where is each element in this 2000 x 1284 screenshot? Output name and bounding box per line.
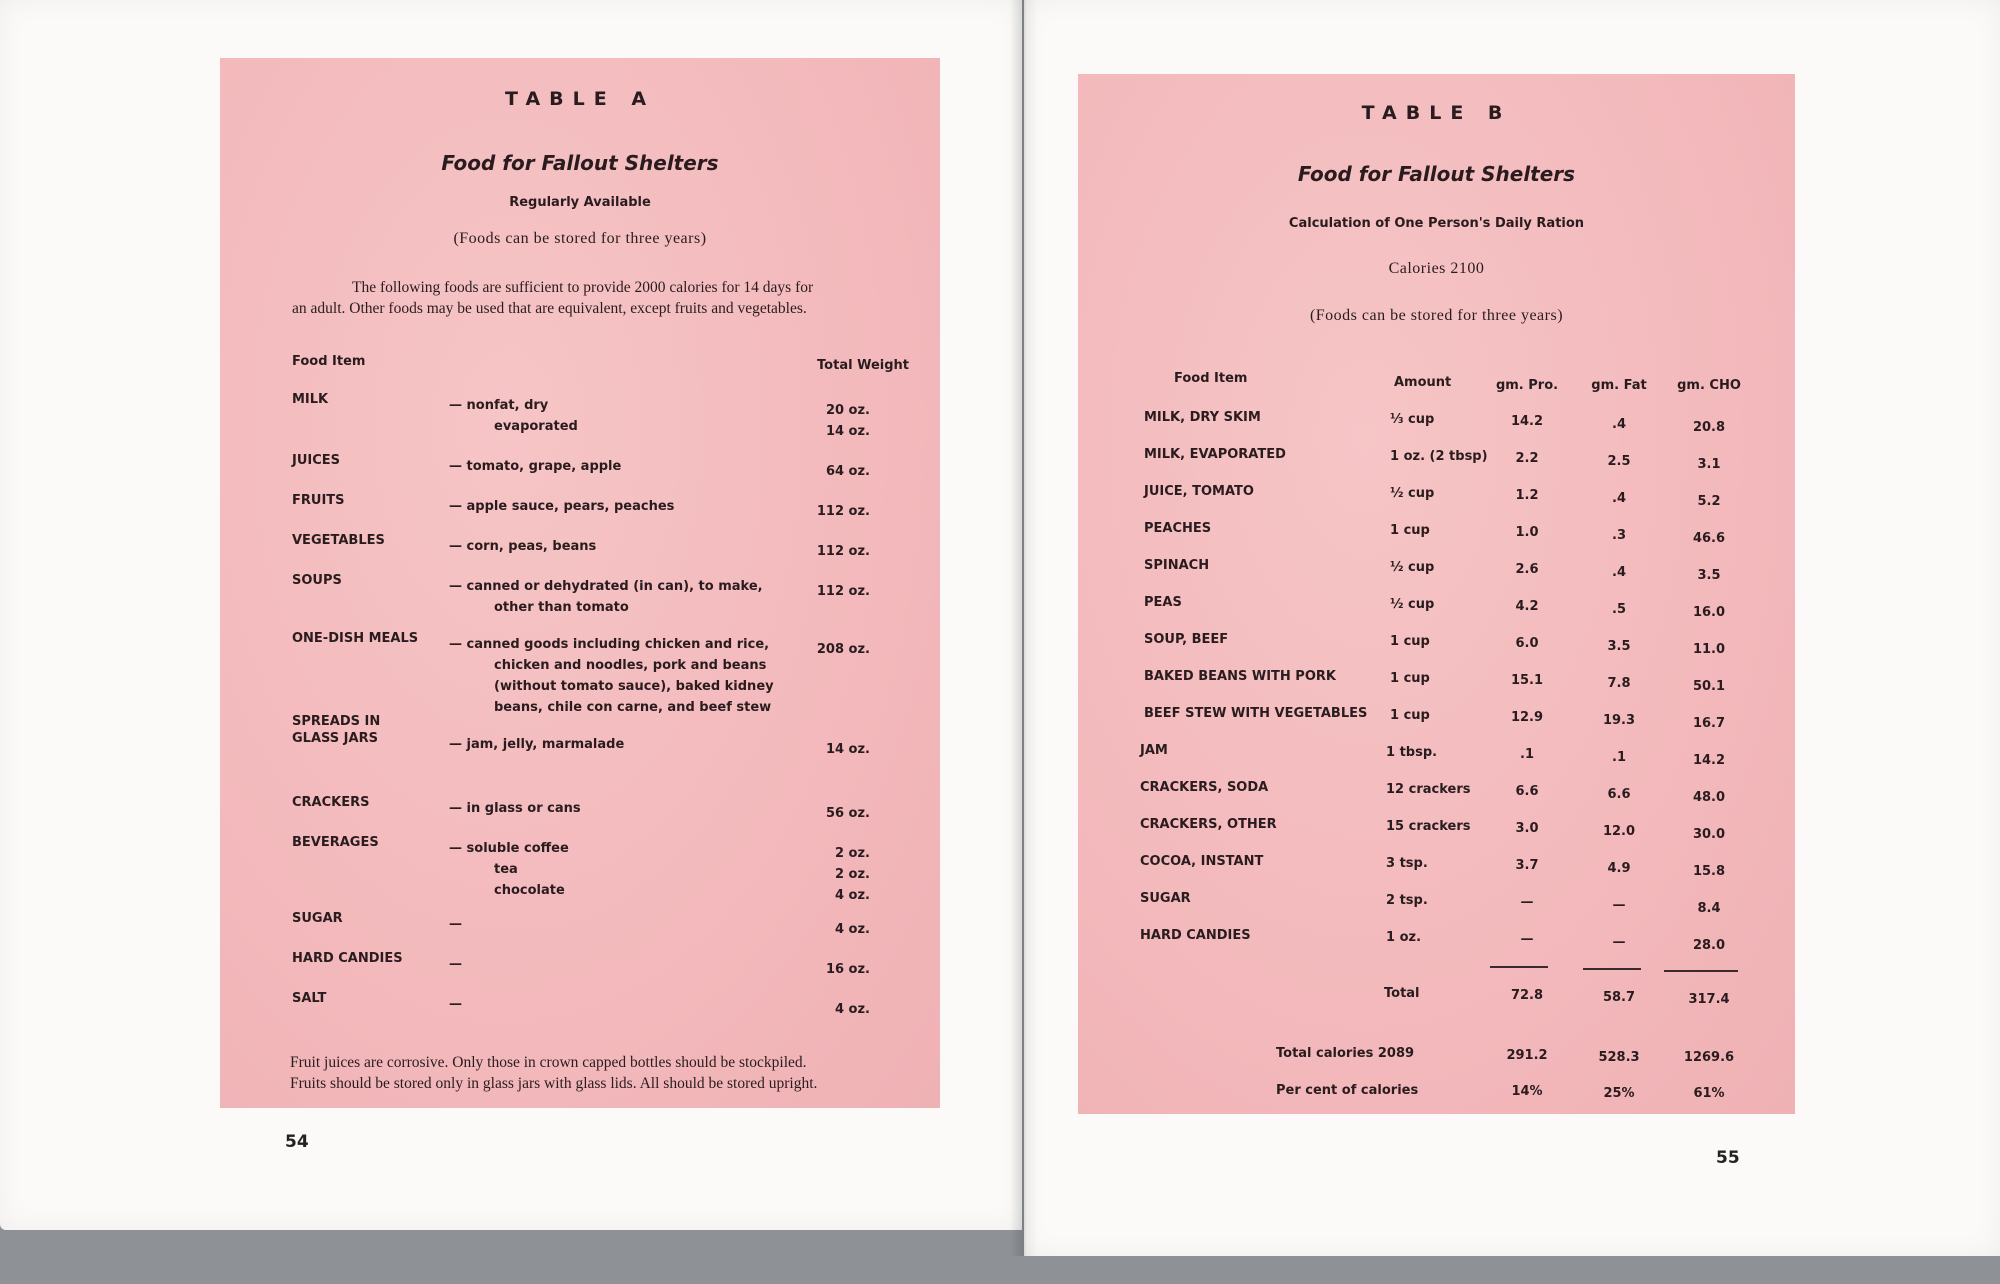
ration-amount: 15 crackers xyxy=(1386,819,1471,834)
ration-amount: ½ cup xyxy=(1390,597,1435,612)
food-item-name: MILK xyxy=(292,392,329,407)
ration-pro-value: 6.0 xyxy=(1515,636,1539,651)
ration-amount: ½ cup xyxy=(1390,560,1435,575)
table-b-panel xyxy=(1078,74,1795,1114)
food-item-description: other than tomato xyxy=(494,600,629,615)
food-item-description: — canned goods including chicken and rice, xyxy=(449,637,770,652)
food-item-weight: 64 oz. xyxy=(825,464,870,479)
ration-cho-value: 3.1 xyxy=(1697,457,1721,472)
ration-pro-value: 2.2 xyxy=(1515,451,1539,466)
food-item-description: beans, chile con carne, and beef stew xyxy=(494,700,772,715)
food-item-description: — tomato, grape, apple xyxy=(449,459,622,474)
food-item-description: — xyxy=(449,917,462,932)
food-item-weight: 112 oz. xyxy=(816,544,870,559)
total-pro: 72.8 xyxy=(1510,988,1544,1003)
page-number-left: 54 xyxy=(285,1132,309,1152)
column-header-amount: Amount xyxy=(1394,375,1452,390)
ration-cho-value: 5.2 xyxy=(1697,494,1721,509)
book-gutter xyxy=(1010,0,1038,1256)
ration-cho-value: 28.0 xyxy=(1692,938,1726,953)
ration-amount: 1 oz. (2 tbsp) xyxy=(1390,449,1488,464)
food-item-weight: 4 oz. xyxy=(834,1002,870,1017)
ration-pro-value: 1.2 xyxy=(1515,488,1539,503)
food-item-weight: 4 oz. xyxy=(834,888,870,903)
ration-cho-value: 30.0 xyxy=(1692,827,1726,842)
food-item-description: — jam, jelly, marmalade xyxy=(449,737,625,752)
ration-cho-value: 11.0 xyxy=(1692,642,1726,657)
total-underline xyxy=(1664,970,1738,972)
ration-amount: 1 cup xyxy=(1390,523,1430,538)
food-item-weight: 112 oz. xyxy=(816,504,870,519)
ration-amount: 1 cup xyxy=(1390,671,1430,686)
food-item-description: — xyxy=(449,957,462,972)
ration-food-item: MILK, EVAPORATED xyxy=(1144,447,1286,462)
ration-cho-value: 50.1 xyxy=(1692,679,1726,694)
ration-pro-value: — xyxy=(1520,932,1534,947)
ration-food-item: CRACKERS, SODA xyxy=(1140,780,1269,795)
food-item-weight: 4 oz. xyxy=(834,922,870,937)
ration-cho-value: 16.7 xyxy=(1692,716,1726,731)
ration-fat-value: .5 xyxy=(1612,602,1626,617)
ration-cho-value: 14.2 xyxy=(1692,753,1726,768)
ration-fat-value: 3.5 xyxy=(1607,639,1631,654)
column-header-gm-cho: gm. CHO xyxy=(1677,378,1741,393)
food-item-weight: 14 oz. xyxy=(825,742,870,757)
food-item-description: — corn, peas, beans xyxy=(449,539,597,554)
table-a-label: TABLE A xyxy=(504,88,656,110)
ration-cho-value: 8.4 xyxy=(1697,901,1721,916)
table-b-subtitle: Calculation of One Person's Daily Ration xyxy=(1288,216,1585,231)
food-item-description: — canned or dehydrated (in can), to make, xyxy=(449,579,763,594)
ration-fat-value: .4 xyxy=(1612,565,1626,580)
ration-pro-value: 3.0 xyxy=(1515,821,1539,836)
ration-food-item: HARD CANDIES xyxy=(1140,928,1251,943)
page-number-right: 55 xyxy=(1716,1148,1740,1168)
food-item-description: chocolate xyxy=(494,883,565,898)
table-a-intro-line-1: The following foods are sufficient to provide 2000 calories for 14 days for xyxy=(352,279,814,296)
table-a-footnote-line-2: Fruits should be stored only in glass jars with glass lids. All should be stored upright. xyxy=(290,1075,818,1092)
ration-fat-value: 4.9 xyxy=(1607,861,1631,876)
total-underline xyxy=(1583,968,1641,970)
ration-amount: 1 cup xyxy=(1390,634,1430,649)
food-item-weight: 14 oz. xyxy=(825,424,870,439)
table-a-panel xyxy=(220,58,940,1108)
percent-pro: 14% xyxy=(1511,1084,1543,1099)
ration-pro-value: 6.6 xyxy=(1515,784,1539,799)
table-a-intro-line-2: an adult. Other foods may be used that are equivalent, except fruits and vegetables. xyxy=(292,300,807,317)
ration-amount: 3 tsp. xyxy=(1386,856,1428,871)
ration-fat-value: .1 xyxy=(1612,750,1626,765)
percent-cho: 61% xyxy=(1693,1086,1725,1101)
ration-fat-value: .3 xyxy=(1612,528,1626,543)
food-item-weight: 2 oz. xyxy=(834,867,870,882)
ration-pro-value: 3.7 xyxy=(1515,858,1539,873)
total-calories-fat: 528.3 xyxy=(1598,1050,1640,1065)
ration-food-item: BEEF STEW WITH VEGETABLES xyxy=(1144,706,1368,721)
table-a-footnote-line-1: Fruit juices are corrosive. Only those in crown capped bottles should be stockpiled. xyxy=(290,1054,807,1071)
food-item-description: chicken and noodles, pork and beans xyxy=(494,658,767,673)
food-item-weight: 20 oz. xyxy=(825,403,870,418)
ration-pro-value: 12.9 xyxy=(1510,710,1544,725)
ration-food-item: PEAS xyxy=(1144,595,1182,610)
food-item-weight: 2 oz. xyxy=(834,846,870,861)
ration-pro-value: 1.0 xyxy=(1515,525,1539,540)
ration-food-item: JUICE, TOMATO xyxy=(1144,484,1254,499)
ration-cho-value: 3.5 xyxy=(1697,568,1721,583)
food-item-name: FRUITS xyxy=(292,493,345,508)
ration-cho-value: 48.0 xyxy=(1692,790,1726,805)
ration-fat-value: 12.0 xyxy=(1602,824,1636,839)
ration-pro-value: 15.1 xyxy=(1510,673,1544,688)
column-header-food-item: Food Item xyxy=(1174,371,1248,386)
total-calories-pro: 291.2 xyxy=(1506,1048,1548,1063)
ration-food-item: SUGAR xyxy=(1140,891,1191,906)
total-underline xyxy=(1490,966,1548,968)
food-item-name: SOUPS xyxy=(292,573,342,588)
ration-fat-value: .4 xyxy=(1612,491,1626,506)
ration-fat-value: — xyxy=(1612,935,1626,950)
ration-fat-value: 6.6 xyxy=(1607,787,1631,802)
ration-food-item: SPINACH xyxy=(1144,558,1210,573)
ration-food-item: CRACKERS, OTHER xyxy=(1140,817,1277,832)
column-header-food-item: Food Item xyxy=(292,354,366,369)
ration-pro-value: 4.2 xyxy=(1515,599,1539,614)
ration-food-item: MILK, DRY SKIM xyxy=(1144,410,1261,425)
food-item-description: — nonfat, dry xyxy=(449,398,549,413)
total-cho: 317.4 xyxy=(1688,992,1730,1007)
table-b-title: Food for Fallout Shelters xyxy=(1297,162,1576,186)
food-item-name: HARD CANDIES xyxy=(292,951,403,966)
column-header-total-weight: Total Weight xyxy=(817,358,909,373)
ration-amount: 1 tbsp. xyxy=(1386,745,1438,760)
total-calories-cho: 1269.6 xyxy=(1683,1050,1735,1065)
ration-amount: 12 crackers xyxy=(1386,782,1471,797)
ration-food-item: BAKED BEANS WITH PORK xyxy=(1144,669,1336,684)
food-item-weight: 112 oz. xyxy=(816,584,870,599)
ration-cho-value: 46.6 xyxy=(1692,531,1726,546)
food-item-description: — in glass or cans xyxy=(449,801,581,816)
percent-calories-label: Per cent of calories xyxy=(1276,1083,1419,1098)
food-item-description: — soluble coffee xyxy=(449,841,569,856)
ration-pro-value: — xyxy=(1520,895,1534,910)
ration-amount: 1 oz. xyxy=(1386,930,1422,945)
food-item-name: ONE-DISH MEALS xyxy=(292,631,419,646)
table-a-storage-note: (Foods can be stored for three years) xyxy=(453,230,707,247)
food-item-weight: 16 oz. xyxy=(825,962,870,977)
ration-fat-value: 7.8 xyxy=(1607,676,1631,691)
ration-amount: 2 tsp. xyxy=(1386,893,1428,908)
column-header-gm-pro: gm. Pro. xyxy=(1495,378,1559,393)
table-b-label: TABLE B xyxy=(1361,102,1512,124)
table-b-calories: Calories 2100 xyxy=(1388,260,1485,277)
ration-fat-value: 2.5 xyxy=(1607,454,1631,469)
total-label: Total xyxy=(1384,986,1420,1001)
food-item-name: SPREADS IN xyxy=(292,714,381,729)
ration-cho-value: 15.8 xyxy=(1692,864,1726,879)
food-item-name: VEGETABLES xyxy=(292,533,385,548)
percent-fat: 25% xyxy=(1603,1086,1635,1101)
ration-food-item: SOUP, BEEF xyxy=(1144,632,1229,647)
ration-amount: ⅓ cup xyxy=(1390,412,1435,427)
food-item-name: SUGAR xyxy=(292,911,343,926)
food-item-weight: 208 oz. xyxy=(816,642,870,657)
ration-food-item: JAM xyxy=(1140,743,1168,758)
ration-cho-value: 16.0 xyxy=(1692,605,1726,620)
ration-pro-value: 14.2 xyxy=(1510,414,1544,429)
food-item-description: tea xyxy=(494,862,518,877)
total-calories-label: Total calories 2089 xyxy=(1276,1046,1415,1061)
food-item-description: — xyxy=(449,997,462,1012)
total-fat: 58.7 xyxy=(1602,990,1636,1005)
ration-amount: 1 cup xyxy=(1390,708,1430,723)
food-item-name: BEVERAGES xyxy=(292,835,379,850)
food-item-weight: 56 oz. xyxy=(825,806,870,821)
column-header-gm-fat: gm. Fat xyxy=(1591,378,1647,393)
ration-food-item: COCOA, INSTANT xyxy=(1140,854,1264,869)
ration-pro-value: 2.6 xyxy=(1515,562,1539,577)
food-item-name: CRACKERS xyxy=(292,795,370,810)
ration-fat-value: — xyxy=(1612,898,1626,913)
ration-fat-value: 19.3 xyxy=(1602,713,1636,728)
food-item-name: SALT xyxy=(292,991,327,1006)
table-a-subtitle: Regularly Available xyxy=(509,195,651,210)
ration-amount: ½ cup xyxy=(1390,486,1435,501)
ration-fat-value: .4 xyxy=(1612,417,1626,432)
ration-food-item: PEACHES xyxy=(1144,521,1212,536)
table-b-storage-note: (Foods can be stored for three years) xyxy=(1309,307,1564,324)
table-a-title: Food for Fallout Shelters xyxy=(441,151,719,175)
food-item-name: GLASS JARS xyxy=(292,731,378,746)
ration-pro-value: .1 xyxy=(1520,747,1534,762)
food-item-description: evaporated xyxy=(494,419,578,434)
food-item-description: — apple sauce, pears, peaches xyxy=(449,499,675,514)
food-item-name: JUICES xyxy=(292,453,341,468)
ration-cho-value: 20.8 xyxy=(1692,420,1726,435)
food-item-description: (without tomato sauce), baked kidney xyxy=(494,679,774,694)
